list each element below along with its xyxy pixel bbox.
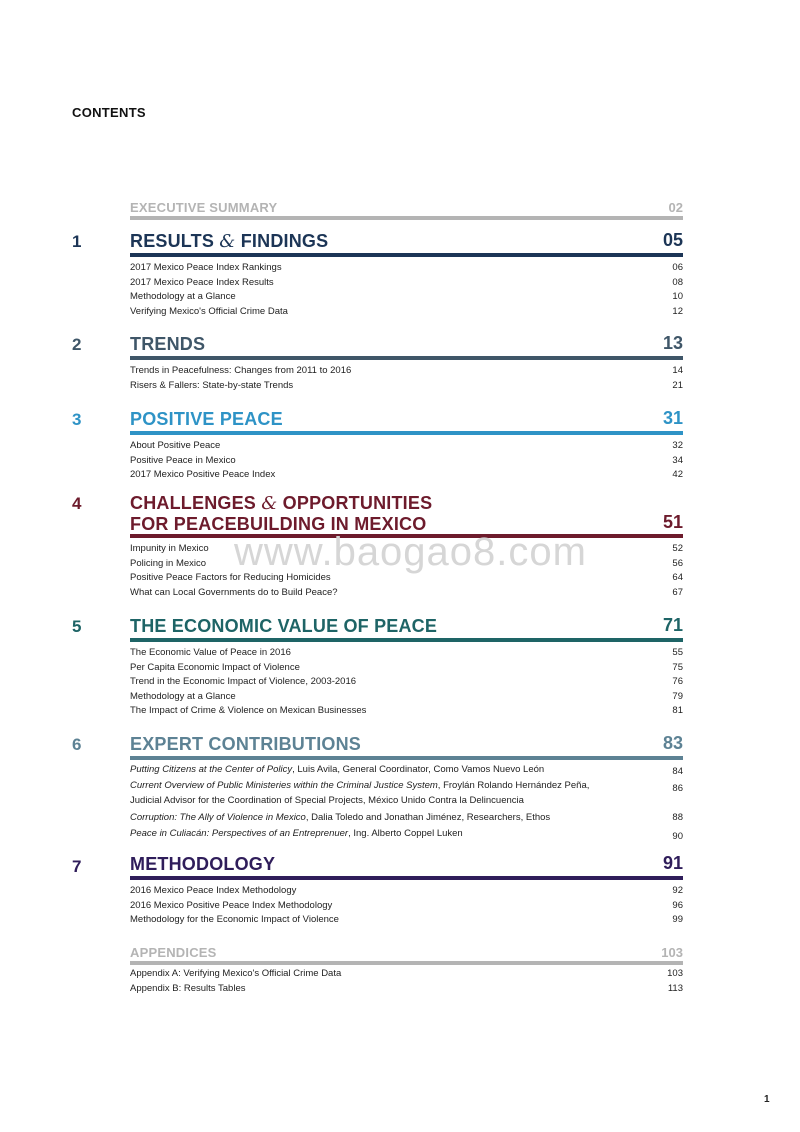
executive-summary-page: 02: [668, 200, 683, 215]
section-title: POSITIVE PEACE: [130, 409, 283, 429]
section-1: [72, 231, 683, 321]
section-rule: [130, 756, 683, 760]
section-page: 91: [662, 853, 683, 873]
toc-item[interactable]: Methodology at a Glance 10: [130, 291, 683, 303]
toc-item[interactable]: Per Capita Economic Impact of Violence 75: [130, 661, 683, 673]
section-number: 6: [72, 735, 82, 754]
section-2: [72, 334, 683, 396]
executive-summary-rule: [130, 216, 683, 220]
toc-item[interactable]: Trends in Peacefulness: Changes from 2011 to 2016 14: [130, 365, 683, 376]
page-title: CONTENTS: [72, 105, 146, 120]
section-number: 2: [72, 335, 82, 354]
toc-item[interactable]: Positive Peace in Mexico 34: [130, 454, 683, 466]
section-number: 5: [72, 617, 82, 636]
section-items: [130, 646, 683, 719]
section-rule: [130, 253, 683, 257]
section-heading[interactable]: [130, 734, 683, 756]
toc-item[interactable]: The Impact of Crime & Violence on Mexican Businesses 81: [130, 705, 683, 717]
toc-item[interactable]: Policing in Mexico 56: [130, 557, 683, 569]
section-title-line-2: FOR PEACEBUILDING IN MEXICO: [130, 514, 427, 534]
section-items: [130, 884, 683, 928]
section-heading[interactable]: [130, 409, 683, 431]
section-title: EXPERT CONTRIBUTIONS: [130, 734, 362, 754]
section-title: THE ECONOMIC VALUE OF PEACE: [130, 616, 438, 636]
toc-item[interactable]: Appendix A: Verifying Mexico's Official Crime Data 103: [130, 968, 683, 979]
section-heading[interactable]: [130, 334, 683, 356]
section-title: RESULTS & FINDINGS: [130, 231, 329, 252]
toc-item[interactable]: Current Overview of Public Ministeries within the Criminal Justice System, Froylán Rolando Hernández Peña, Judicial Advisor for the Coordination of Special Projects, México Unido Contra la Delincuencia 86: [130, 780, 683, 806]
section-heading[interactable]: [130, 493, 683, 535]
toc-item[interactable]: Risers & Fallers: State-by-state Trends 21: [130, 379, 683, 391]
executive-summary-title: EXECUTIVE SUMMARY: [130, 200, 278, 215]
appendices-page: 103: [661, 945, 683, 960]
toc-item[interactable]: Peace in Culiacán: Perspectives of an Entreprenuer, Ing. Alberto Coppel Luken 90: [130, 828, 683, 842]
section-rule: [130, 876, 683, 880]
section-number: 4: [72, 494, 82, 513]
section-page: 71: [662, 615, 683, 635]
appendices-title: APPENDICES: [130, 945, 217, 960]
toc-item[interactable]: About Positive Peace 32: [130, 440, 683, 451]
toc-item[interactable]: Methodology for the Economic Impact of Violence 99: [130, 914, 683, 926]
section-page: 05: [662, 230, 683, 250]
toc-item[interactable]: 2017 Mexico Positive Peace Index 42: [130, 469, 683, 481]
toc-item[interactable]: 2016 Mexico Positive Peace Index Methodology 96: [130, 899, 683, 911]
section-rule: [130, 431, 683, 435]
section-page: 31: [662, 408, 683, 428]
section-3: [72, 409, 683, 485]
toc-item[interactable]: What can Local Governments do to Build Peace? 67: [130, 586, 683, 598]
appendices-section: [72, 943, 683, 999]
toc-item[interactable]: 2017 Mexico Peace Index Results 08: [130, 276, 683, 288]
section-5: [72, 616, 683, 722]
section-rule: [130, 356, 683, 360]
executive-summary-heading[interactable]: [130, 198, 683, 216]
section-number: 7: [72, 857, 82, 876]
toc-item[interactable]: Appendix B: Results Tables 113: [130, 982, 683, 994]
section-items: [130, 763, 683, 843]
section-title: METHODOLOGY: [130, 854, 276, 874]
toc-item[interactable]: 2016 Mexico Peace Index Methodology 92: [130, 885, 683, 896]
watermark: www.baogao8.com: [234, 530, 587, 574]
section-title: TRENDS: [130, 334, 206, 354]
section-items: [130, 439, 683, 483]
executive-summary-section: [72, 198, 683, 220]
section-number: 3: [72, 410, 82, 429]
appendices-rule: [130, 961, 683, 965]
toc-item[interactable]: Corruption: The Ally of Violence in Mexico, Dalia Toledo and Jonathan Jiménez, Researchers, Ethos 88: [130, 812, 683, 823]
section-items: [130, 364, 683, 393]
section-items: [130, 261, 683, 319]
section-heading[interactable]: [130, 231, 683, 253]
appendices-items: [130, 967, 683, 996]
toc-item[interactable]: Putting Citizens at the Center of Policy, Luis Avila, General Coordinator, Como Vamos Nuevo León 84: [130, 764, 683, 777]
section-page: 83: [662, 733, 683, 753]
section-page: 13: [662, 333, 683, 353]
section-heading[interactable]: [130, 854, 683, 876]
appendices-heading[interactable]: [130, 943, 683, 961]
section-7: [72, 854, 683, 930]
section-title-line-1: CHALLENGES & OPPORTUNITIES: [130, 493, 433, 514]
page-number: 1: [764, 1094, 770, 1105]
section-rule: [130, 638, 683, 642]
toc-item[interactable]: Verifying Mexico's Official Crime Data 12: [130, 305, 683, 317]
section-heading[interactable]: [130, 616, 683, 638]
toc-item[interactable]: Impunity in Mexico 52: [130, 543, 683, 554]
toc-item[interactable]: The Economic Value of Peace in 2016 55: [130, 647, 683, 658]
toc-item[interactable]: Positive Peace Factors for Reducing Homicides 64: [130, 572, 683, 584]
toc-item[interactable]: Trend in the Economic Impact of Violence, 2003-2016 76: [130, 676, 683, 688]
toc-item[interactable]: 2017 Mexico Peace Index Rankings 06: [130, 262, 683, 273]
section-6: [72, 734, 683, 844]
toc-item[interactable]: Methodology at a Glance 79: [130, 690, 683, 702]
section-number: 1: [72, 232, 82, 251]
section-page: 51: [662, 512, 683, 532]
